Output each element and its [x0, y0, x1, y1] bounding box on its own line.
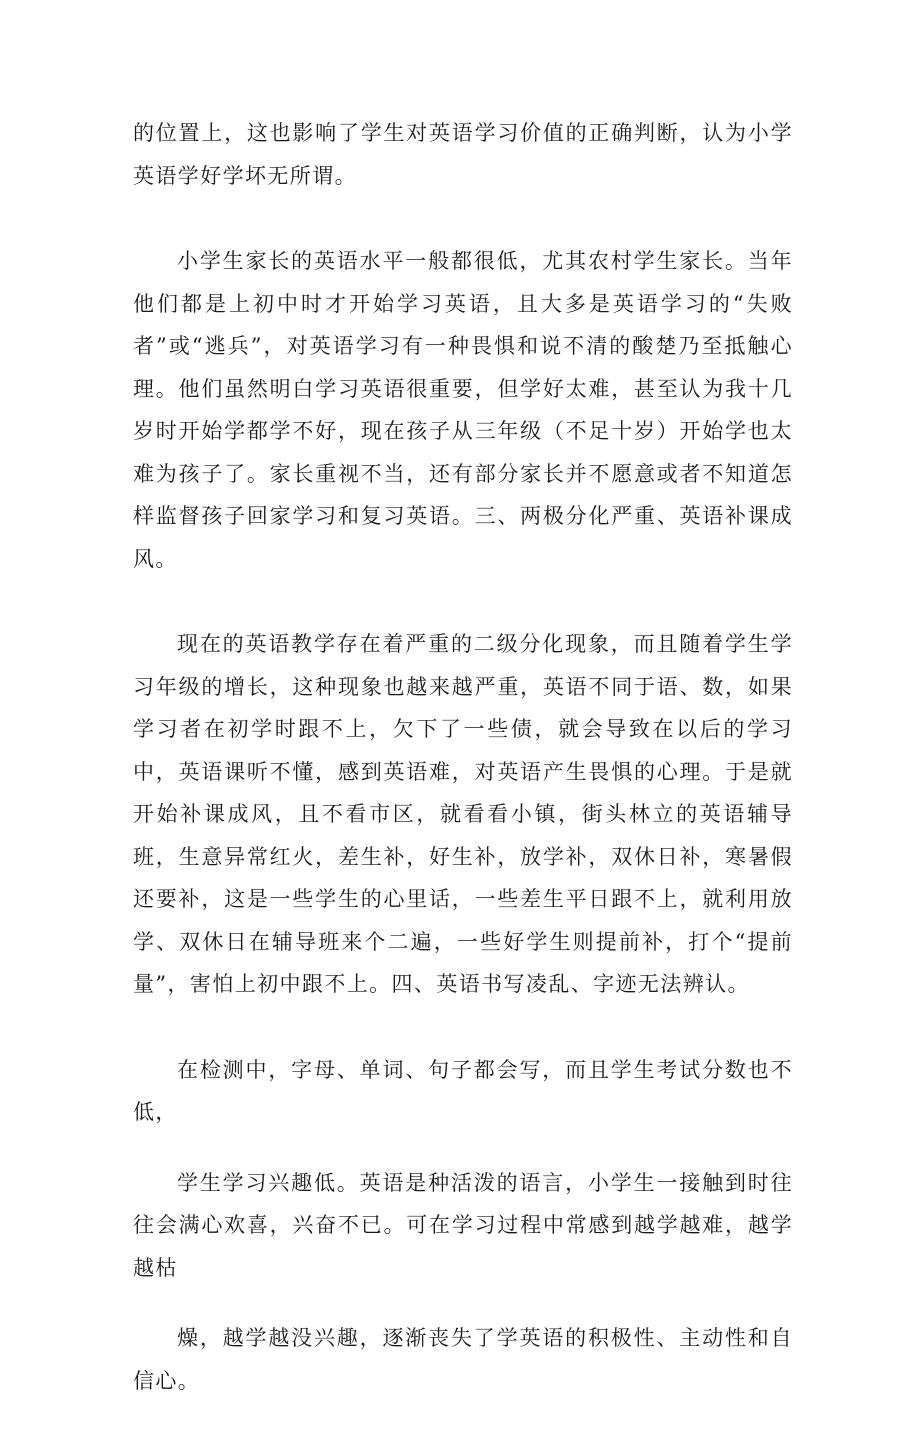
paragraph-1: 的位置上，这也影响了学生对英语学习价值的正确判断，认为小学英语学好学坏无所谓。 — [133, 121, 793, 188]
paragraph-6: 燥，越学越没兴趣，逐渐丧失了学英语的积极性、主动性和自信心。 — [133, 1326, 793, 1393]
document-body — [133, 112, 793, 1445]
paragraph-5: 学生学习兴趣低。英语是种活泼的语言，小学生一接触到时往往会满心欢喜，兴奋不已。可在学习过程中常感到越学越难，越学越枯 — [133, 1170, 793, 1280]
paragraph-4: 在检测中，字母、单词、句子都会写，而且学生考试分数也不低， — [133, 1057, 793, 1124]
paragraph-2: 小学生家长的英语水平一般都很低，尤其农村学生家长。当年他们都是上初中时才开始学习英语，且大多是英语学习的“失败者”或“逃兵”，对英语学习有一种畏惧和说不清的酸楚乃至抵触心理。他们虽然明白学习英语很重要，但学好太难，甚至认为我十几岁时开始学都学不好，现在孩子从三年级（不足十岁）开始学也太难为孩子了。家长重视不当，还有部分家长并不愿意或者不知道怎样监督孩子回家学习和复习英语。三、两极分化严重、英语补课成风。 — [133, 249, 793, 571]
paragraph-3: 现在的英语教学存在着严重的二级分化现象，而且随着学生学习年级的增长，这种现象也越来越严重，英语不同于语、数，如果学习者在初学时跟不上，欠下了一些债，就会导致在以后的学习中，英语课听不懂，感到英语难，对英语产生畏惧的心理。于是就开始补课成风，且不看市区，就看看小镇，街头林立的英语辅导班，生意异常红火，差生补，好生补，放学补，双休日补，寒暑假还要补，这是一些学生的心里话，一些差生平日跟不上，就利用放学、双休日在辅导班来个二遍，一些好学生则提前补，打个“提前量”，害怕上初中跟不上。四、英语书写凌乱、字迹无法辨认。 — [133, 632, 793, 996]
